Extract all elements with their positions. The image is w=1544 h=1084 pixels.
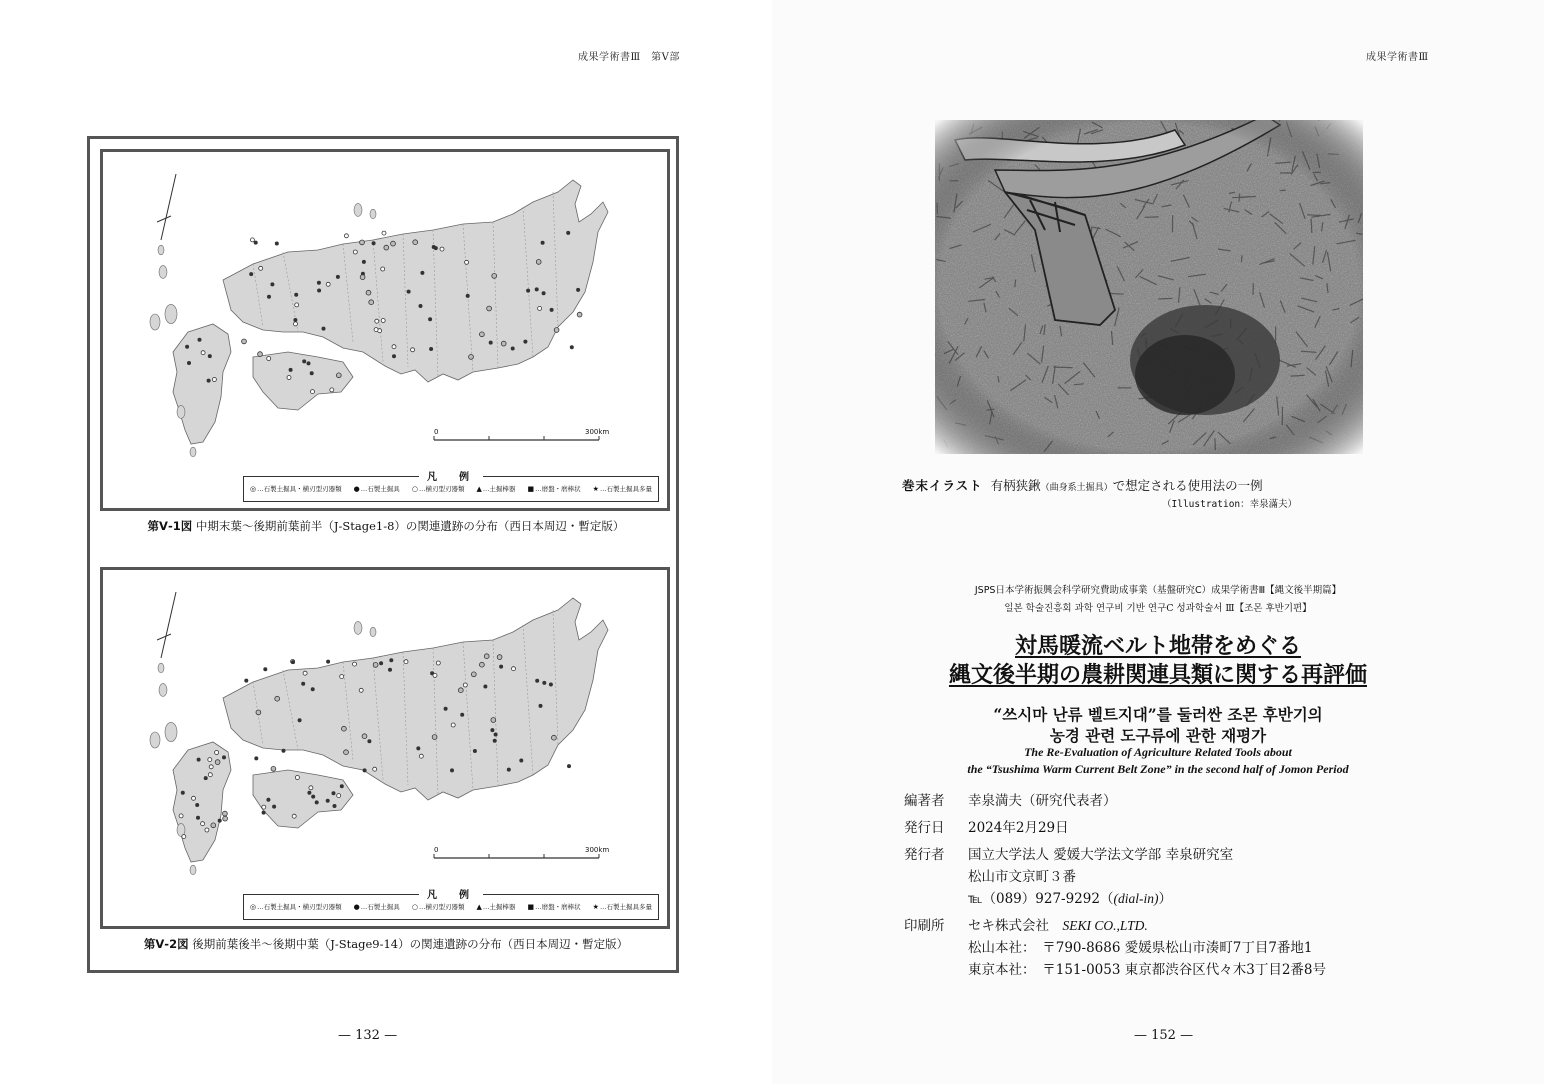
title-english: The Re-Evaluation of Agriculture Related Tools about the “Tsushima Warm Current Belt Zone” in the second half of Jomon Period xyxy=(967,745,1349,776)
colophon-publisher: 発行者 国立大学法人 愛媛大学法文学部 幸泉研究室 松山市文京町３番 ℡（089）927-9292（(dial-in)） xyxy=(904,847,1234,907)
title-korean: “쓰시마 난류 벨트지대”를 둘러싼 조몬 후반기의 농경 관련 도구류에 관한 재평가 xyxy=(993,705,1323,745)
map-figure-2 xyxy=(100,567,670,929)
legend-item: ■…磨盤・磨棒状 xyxy=(527,485,581,493)
right-page xyxy=(772,0,1544,1084)
legend-item: ◎…石製土掘具・横刃型刃器類 xyxy=(250,485,342,493)
legend-item: ▲…土掘棒器 xyxy=(476,903,516,911)
map-figure-1 xyxy=(100,149,670,511)
hoe-illustration-image xyxy=(935,120,1363,454)
illustration-caption: 巻末イラスト 有柄狭鍬（曲身系土掘具）で想定される使用法の一例 xyxy=(902,478,1263,493)
legend-title: 凡 例 xyxy=(419,468,483,483)
colophon-date: 発行日 2024年2月29日 xyxy=(904,820,1069,836)
running-head-right: 成果学術書Ⅲ xyxy=(1366,52,1429,63)
figure-1-caption: 第Ⅴ-1図 中期末葉～後期前葉前半（J-Stage1-8）の関連遺跡の分布（西日本周辺・暫定版） xyxy=(147,519,625,533)
colophon-editor: 編著者 幸泉満夫（研究代表者） xyxy=(904,793,1117,809)
legend-item: ●…石製土掘具 xyxy=(353,485,400,493)
main-title-japanese: 対馬暖流ベルト地帯をめぐる 縄文後半期の農耕関連具類に関する再評価 xyxy=(948,634,1367,688)
page-number-right: — 152 — xyxy=(1134,1028,1194,1043)
legend-item: ○…横刃型刃器類 xyxy=(411,903,465,911)
legend-item: ○…横刃型刃器類 xyxy=(411,485,465,493)
running-head-left: 成果学術書Ⅲ 第Ⅴ部 xyxy=(578,52,680,63)
legend-item: ■…磨盤・磨棒状 xyxy=(527,903,581,911)
scale-start-label: 0 xyxy=(434,428,439,436)
legend-title: 凡 例 xyxy=(419,886,483,901)
scale-end-label: 300km xyxy=(585,846,610,854)
legend-item: ●…石製土掘具 xyxy=(353,903,400,911)
colophon-printer: 印刷所 セキ株式会社 SEKI CO.,LTD. 松山本社： 〒790-8686 愛媛県松山市湊町7丁目7番地1 東京本社： 〒151-0053 東京都渋谷区代々木3丁目2番8号 xyxy=(904,918,1326,978)
grant-line-korean: 일본 학술진흥회 과학 연구비 기반 연구C 성과학술서 Ⅲ【조몬 후반기편】 xyxy=(1004,603,1312,614)
legend-item: ◎…石製土掘具・横刃型刃器類 xyxy=(250,903,342,911)
illustration-hoe-in-soil xyxy=(935,120,1363,454)
legend-item: ★…石製土掘具多量 xyxy=(592,903,652,911)
scale-end-label: 300km xyxy=(585,428,610,436)
western-japan-map xyxy=(103,570,667,926)
western-japan-map xyxy=(103,152,667,508)
grant-line-japanese: JSPS日本学術振興会科学研究費助成事業（基盤研究C）成果学術書Ⅲ【縄文後半期篇】 xyxy=(974,585,1342,596)
illustration-credit: （Illustration：幸泉滿夫） xyxy=(1162,499,1298,510)
map-legend xyxy=(243,472,659,502)
figure-frame xyxy=(87,136,679,973)
legend-item: ▲…土掘棒器 xyxy=(476,485,516,493)
colophon xyxy=(904,790,1326,986)
page-number-left: — 132 — xyxy=(338,1028,398,1043)
scale-start-label: 0 xyxy=(434,846,439,854)
figure-2-caption: 第Ⅴ-2図 後期前葉後半～後期中葉（J-Stage9-14）の関連遺跡の分布（西日本周辺・暫定版） xyxy=(143,937,629,951)
legend-item: ★…石製土掘具多量 xyxy=(592,485,652,493)
map-legend xyxy=(243,890,659,920)
